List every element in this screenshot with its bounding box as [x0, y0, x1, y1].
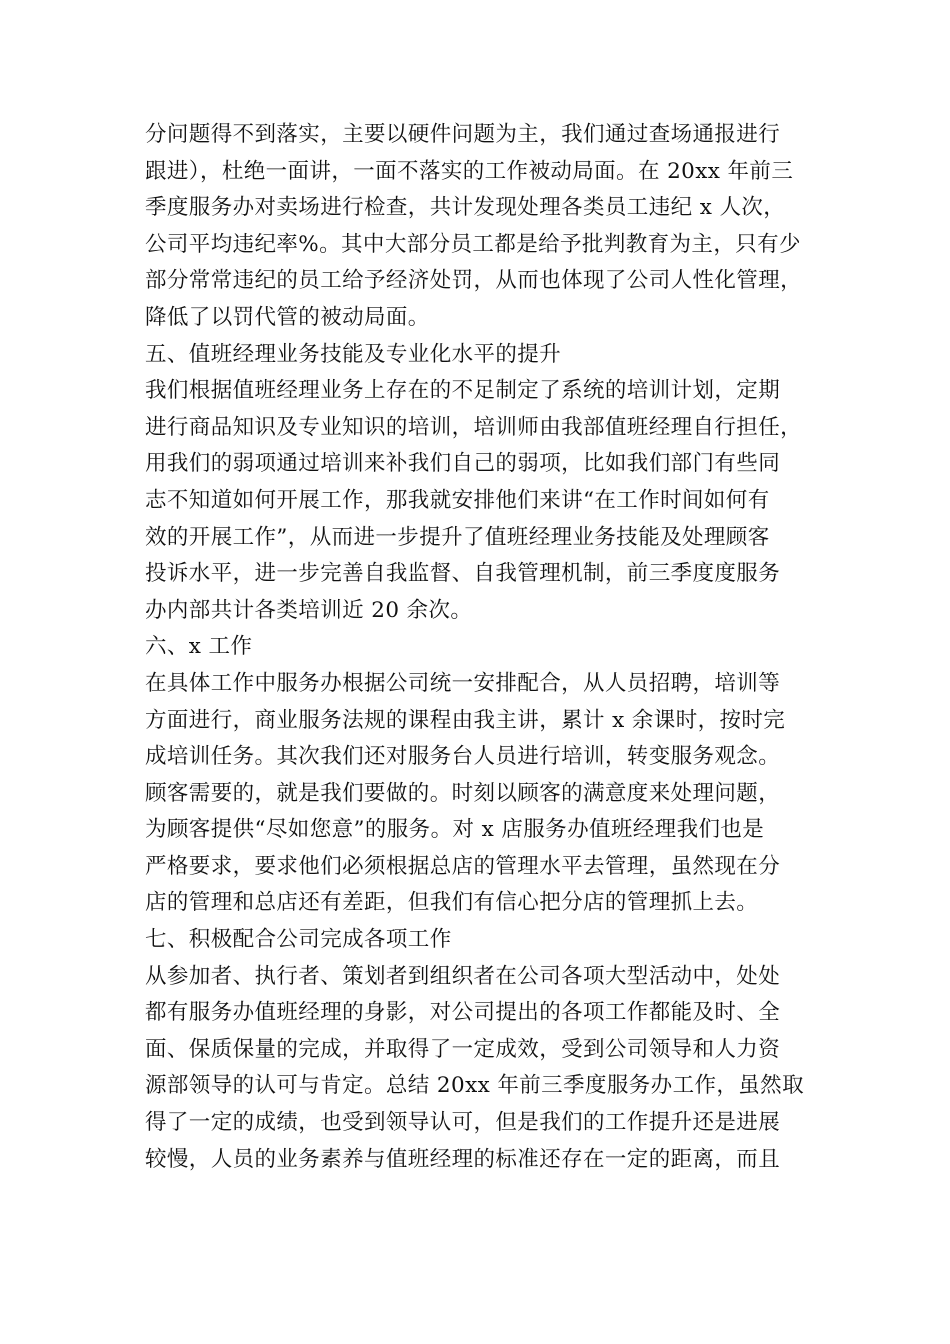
text-line: 得了一定的成绩，也受到领导认可，但是我们的工作提升还是进展 — [145, 1110, 781, 1136]
text-line: 顾客需要的，就是我们要做的。时刻以顾客的满意度来处理问题， — [145, 780, 781, 806]
text-line: 店的管理和总店还有差距，但我们有信心把分店的管理抓上去。 — [145, 890, 759, 916]
text-line: 较慢，人员的业务素养与值班经理的标准还存在一定的距离，而且 — [145, 1146, 781, 1172]
text-line: 严格要求，要求他们必须根据总店的管理水平去管理，虽然现在分 — [145, 853, 781, 879]
text-line: 在具体工作中服务办根据公司统一安排配合，从人员招聘，培训等 — [145, 670, 781, 696]
section-heading-5: 五、值班经理业务技能及专业化水平的提升 — [145, 341, 562, 367]
text-line: 都有服务办值班经理的身影，对公司提出的各项工作都能及时、全 — [145, 1000, 781, 1026]
text-line: 跟进），杜绝一面讲，一面不落实的工作被动局面。在 20xx 年前三 — [145, 158, 794, 184]
text-line: 我们根据值班经理业务上存在的不足制定了系统的培训计划，定期 — [145, 378, 781, 404]
text-line: 部分常常违纪的员工给予经济处罚，从而也体现了公司人性化管理， — [145, 268, 803, 294]
text-line: 成培训任务。其次我们还对服务台人员进行培训，转变服务观念。 — [145, 744, 781, 770]
text-line: 公司平均违纪率%。其中大部分员工都是给予批判教育为主，只有少 — [145, 231, 801, 257]
text-line: 投诉水平，进一步完善自我监督、自我管理机制，前三季度度服务 — [145, 561, 781, 587]
text-line: 用我们的弱项通过培训来补我们自己的弱项，比如我们部门有些同 — [145, 451, 781, 477]
text-line: 进行商品知识及专业知识的培训，培训师由我部值班经理自行担任， — [145, 414, 803, 440]
text-line: 面、保质保量的完成，并取得了一定成效，受到公司领导和人力资 — [145, 1036, 781, 1062]
text-line: 志不知道如何开展工作，那我就安排他们来讲“在工作时间如何有 — [145, 487, 770, 513]
text-line: 季度服务办对卖场进行检查，共计发现处理各类员工违纪 x 人次， — [145, 195, 786, 221]
text-line: 分问题得不到落实，主要以硬件问题为主，我们通过查场通报进行 — [145, 122, 781, 147]
section-heading-6: 六、x 工作 — [145, 634, 253, 660]
text-line: 降低了以罚代管的被动局面。 — [145, 304, 430, 330]
text-line: 效的开展工作”，从而进一步提升了值班经理业务技能及处理顾客 — [145, 524, 770, 550]
text-line: 办内部共计各类培训近 20 余次。 — [145, 597, 473, 623]
text-line: 源部领导的认可与肯定。总结 20xx 年前三季度服务办工作，虽然取 — [145, 1073, 804, 1099]
text-line: 为顾客提供“尽如您意”的服务。对 x 店服务办值班经理我们也是 — [145, 817, 765, 843]
text-line: 从参加者、执行者、策划者到组织者在公司各项大型活动中，处处 — [145, 963, 781, 989]
text-line: 方面进行，商业服务法规的课程由我主讲，累计 x 余课时，按时完 — [145, 707, 786, 733]
section-heading-7: 七、积极配合公司完成各项工作 — [145, 927, 452, 953]
document-body — [145, 117, 810, 1178]
